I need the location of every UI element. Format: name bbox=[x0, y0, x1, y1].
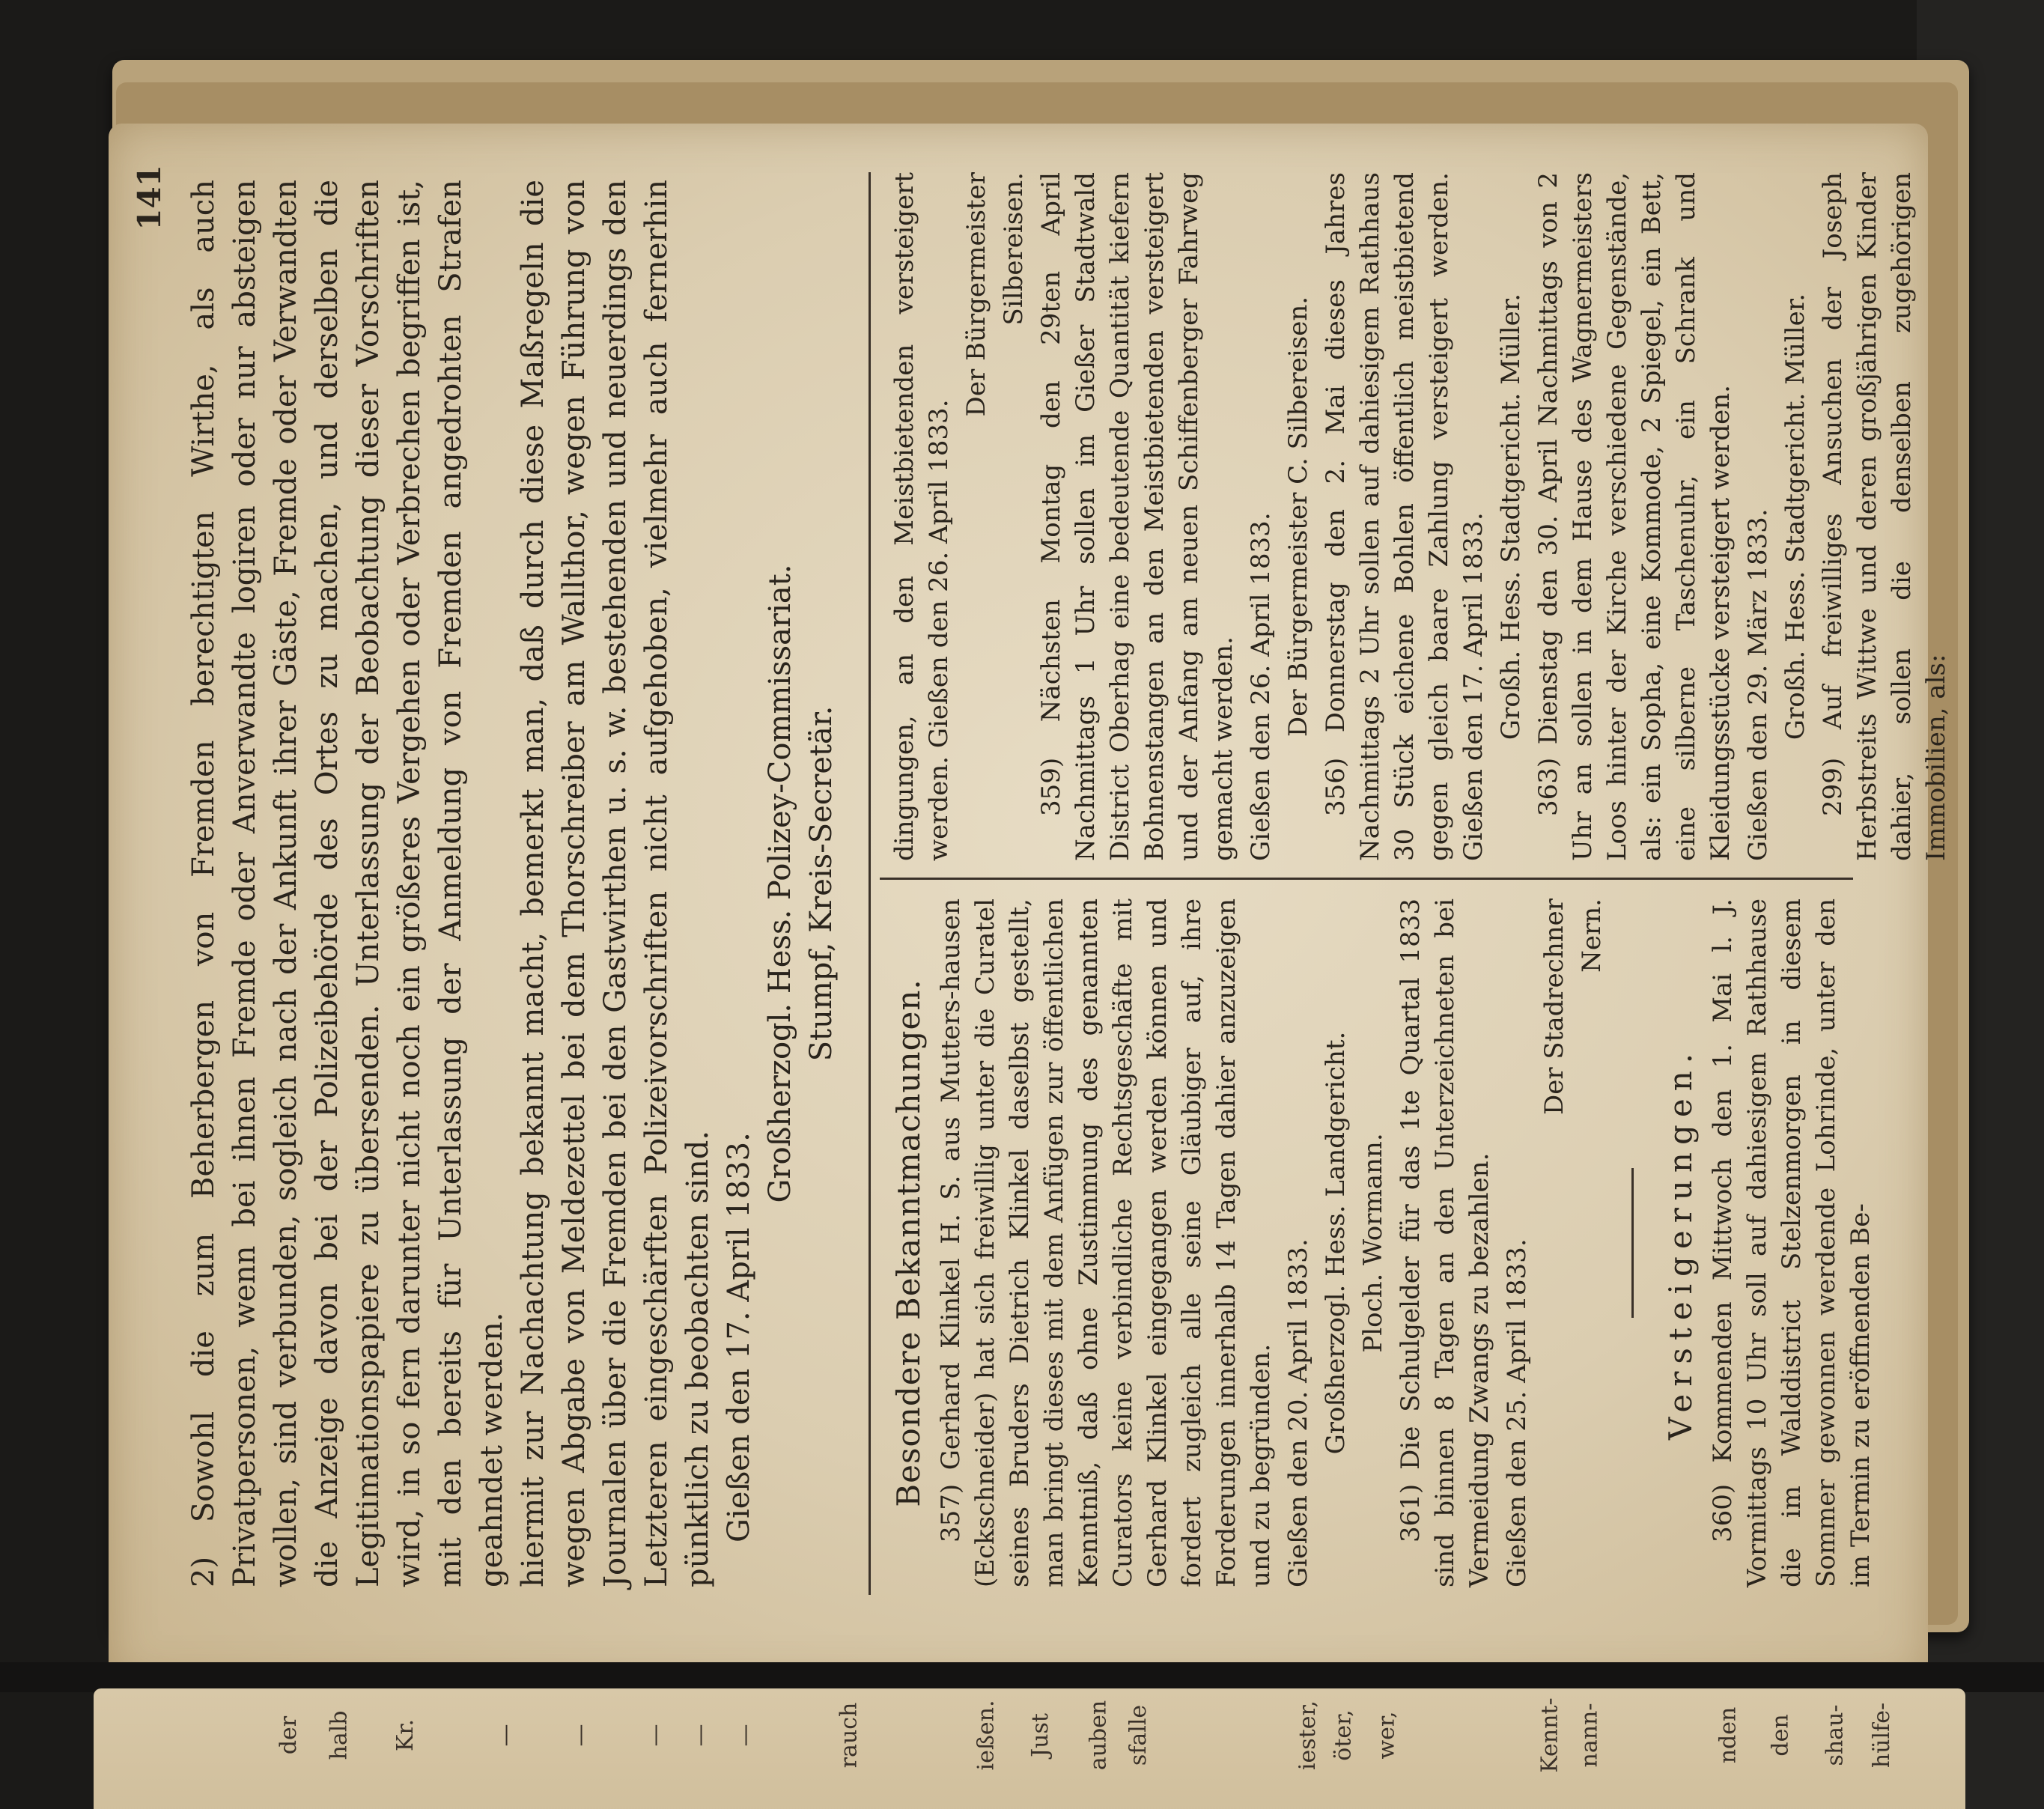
facing-word: Just bbox=[1026, 1713, 1053, 1757]
facing-word: ießen. bbox=[973, 1700, 1000, 1771]
upper-section bbox=[183, 180, 842, 1587]
date-line: Gießen den 25. April 1833. bbox=[1502, 1238, 1532, 1587]
notice-360: 360) Kommenden Mittwoch den 1. Mai l. J. Vormittags 10 Uhr soll auf dahiesigem Rathhause die im Walddistrict Stelzenmorgen in diesem Sommer gewonnen werdende Lohrinde, unter den im Termin zu eröffnenden Be- bbox=[1708, 899, 1876, 1587]
facing-word: — bbox=[567, 1724, 594, 1747]
signature: Silbereisen. bbox=[999, 172, 1029, 326]
signature: Großh. Hess. Stadtgericht. Müller. bbox=[1496, 293, 1526, 741]
facing-word: shau- bbox=[1822, 1704, 1849, 1766]
facing-word: iester, bbox=[1295, 1700, 1321, 1771]
section-heading: Besondere Bekanntmachungen. bbox=[890, 979, 927, 1507]
facing-word: rauch bbox=[836, 1702, 863, 1769]
signature: Stumpf, Kreis-Secretär. bbox=[804, 705, 839, 1062]
notice-361: 361) Die Schulgelder für das 1te Quartal 1833 sind binnen 8 Tagen an den Unterzeichneten bei Vermeidung Zwangs zu bezahlen. bbox=[1396, 899, 1494, 1587]
facing-word: Kennt- bbox=[1536, 1697, 1563, 1773]
horizontal-rule bbox=[869, 172, 871, 1595]
date-line: Gießen den 29. März 1833. bbox=[1743, 508, 1773, 861]
notice-356: 356) Donnerstag den 2. Mai dieses Jahres Nachmittags 2 Uhr sollen auf dahiesigem Rathhaus 30 Stück eichene Bohlen öffentlich meistbietend gegen gleich baare Zahlung versteigert werden. Gießen den 17. April 1833. bbox=[1321, 172, 1488, 861]
signature: Großherzogl. Hess. Landgericht. bbox=[1321, 1031, 1351, 1455]
signature: Nern. bbox=[1577, 899, 1607, 973]
column-rule bbox=[880, 878, 1853, 880]
facing-word: hülfe- bbox=[1869, 1702, 1896, 1769]
right-column bbox=[887, 172, 1956, 861]
facing-word: — bbox=[642, 1724, 669, 1747]
facing-word: halb bbox=[326, 1710, 353, 1760]
notice-continuation: dingungen, an den Meistbietenden versteigert werden. Gießen den 26. April 1833. bbox=[889, 172, 954, 861]
signature: Der Bürgermeister C. Silbereisen. bbox=[1283, 296, 1313, 738]
facing-word: nann- bbox=[1576, 1703, 1603, 1768]
facing-word: der bbox=[276, 1715, 302, 1755]
signature: Großh. Hess. Stadtgericht. Müller. bbox=[1780, 293, 1810, 741]
facing-word: sfalle bbox=[1125, 1704, 1152, 1766]
notice-299: 299) Auf freiwilliges Ansuchen der Joseph Herbstreits Wittwe und deren großjährigen Kinder dahier, sollen die denselben zugehörigen Immobilien, als: bbox=[1818, 172, 1951, 861]
book-gutter bbox=[0, 1662, 2044, 1692]
paragraph: 2) Sowohl die zum Beherbergen von Fremden berechtigten Wirthe, als auch Privatpersonen, wenn bei ihnen Fremde oder Anverwandte logiren oder nur absteigen wollen, sind verbunden, sogleich nach der Ankunft ihrer Gäste, Fremde oder Verwandten die Anzeige davon bei der Polizeibehörde des Ortes zu machen, und derselben die Legitimationspapiere zu übersenden. Unterlassung der Beobachtung dieser Vorschriften wird, in so fern darunter nicht noch ein größeres Vergehen oder Verbrechen begriffen ist, mit den bereits für Unterlassung der Anmeldung von Fremden angedrohten Strafen geahndet werden. bbox=[186, 180, 509, 1587]
facing-word: nden bbox=[1715, 1706, 1742, 1764]
notice-359: 359) Nächsten Montag den 29ten April Nachmittags 1 Uhr sollen im Gießer Stadtwald District Oberhag eine bedeutende Quantität kiefern Bohnenstangen an den Meistbietenden versteigert und der Anfang am neuen Schiffenberger Fahrweg gemacht werden. bbox=[1036, 172, 1238, 861]
facing-word: — bbox=[492, 1724, 519, 1747]
facing-word: den bbox=[1767, 1714, 1794, 1757]
signature: Großherzogl. Hess. Polizey-Commissariat. bbox=[763, 564, 797, 1203]
separator-rule bbox=[1631, 1168, 1634, 1318]
facing-word: wer, bbox=[1373, 1711, 1400, 1760]
signature: Ploch. Wormann. bbox=[1358, 1133, 1388, 1353]
page-content bbox=[131, 135, 1951, 1617]
facing-word: — bbox=[731, 1724, 758, 1747]
page-number: 141 bbox=[131, 165, 168, 231]
paragraph: hiermit zur Nachachtung bekannt macht, bemerkt man, daß durch diese Maßregeln die wegen Abgabe von Meldezettel bei dem Thorschreiber am Wallthor, wegen Führung von Journalen über die Fremden bei den Gastwirthen u. s. w. bestehenden und neuerdings den Letzteren eingeschärften Polizeivorschriften nicht aufgehoben, vielmehr auch fernerhin pünktlich zu beobachten sind. bbox=[516, 180, 715, 1587]
date-line: Gießen den 17. April 1833. bbox=[722, 1132, 756, 1542]
notice-357: 357) Gerhard Klinkel H. S. aus Mutters-hausen (Eckschneider) hat sich freiwillig unter die Curatel seines Bruders Dietrich Klinkel daselbst gestellt, man bringt dieses mit dem Anfügen zur öffentlichen Kenntniß, daß ohne Zustimmung des genannten Curators keine verbindliche Rechtsgeschäfte mit Gerhard Klinkel eingegangen werden können und fordert zugleich alle seine Gläubiger auf, ihre Forderungen innerhalb 14 Tagen dahier anzuzeigen und zu begründen. bbox=[936, 899, 1276, 1587]
facing-word: — bbox=[687, 1724, 714, 1747]
date-line: Gießen den 26. April 1833. bbox=[1246, 512, 1276, 861]
left-column bbox=[887, 899, 1881, 1587]
notice-363: 363) Dienstag den 30. April Nachmittags von 2 Uhr an sollen in dem Hause des Wagnermeisters Loos hinter der Kirche verschiedene Gegenstände, als: ein Sopha, eine Kommode, 2 Spiegel, ein Bett, eine silberne Taschenuhr, ein Schrank und Kleidungsstücke versteigert werden. bbox=[1533, 172, 1736, 861]
facing-word: auben bbox=[1085, 1700, 1112, 1771]
signature: Der Bürgermeister bbox=[961, 172, 991, 417]
date-line: Gießen den 20. April 1833. bbox=[1283, 1238, 1313, 1587]
signature: Der Stadrechner bbox=[1539, 899, 1569, 1116]
facing-word: öter, bbox=[1330, 1709, 1357, 1761]
section-heading: Versteigerungen. bbox=[1662, 1045, 1699, 1441]
facing-word: Kr. bbox=[392, 1719, 419, 1751]
